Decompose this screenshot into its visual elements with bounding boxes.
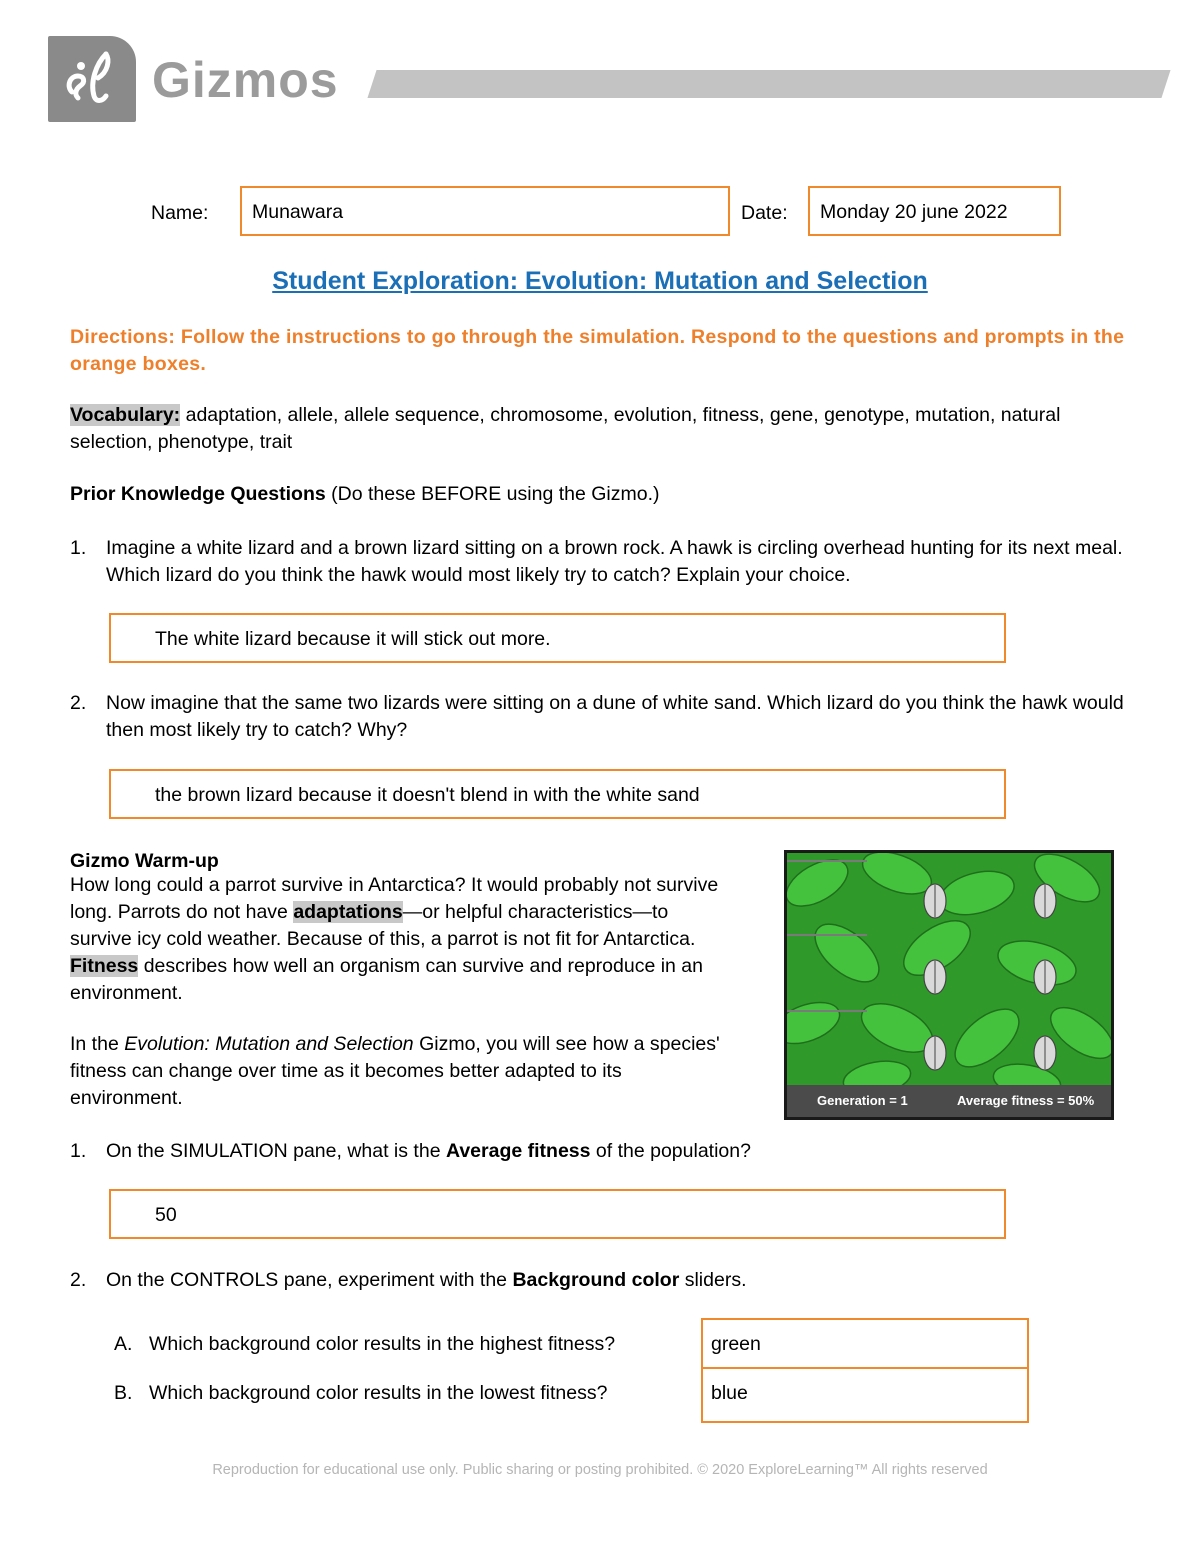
subquestion-letter: A. — [114, 1333, 133, 1355]
vocabulary-label: Vocabulary: — [70, 404, 181, 426]
answer-box-lowest-fitness[interactable]: blue — [701, 1367, 1029, 1423]
subquestion-text: Which background color results in the lowest fitness? — [149, 1382, 608, 1404]
prior-knowledge-heading — [70, 481, 1140, 508]
warmup-heading: Gizmo Warm-up — [70, 850, 219, 872]
date-field[interactable]: Monday 20 june 2022 — [808, 186, 1061, 236]
name-label: Name: — [151, 202, 209, 224]
directions-text: Directions: Follow the instructions to go through the simulation. Respond to the questions and prompts in the orange boxes. — [70, 326, 1125, 375]
page-title: Student Exploration: Evolution: Mutation and Selection — [272, 267, 928, 295]
question-text-bold: Background color — [512, 1269, 680, 1291]
question-number: 1. — [70, 537, 87, 559]
footer-copyright: Reproduction for educational use only. Public sharing or posting prohibited. © 2020 ExploreLearning™ All rights reserved — [212, 1462, 988, 1478]
question-text-part: of the population? — [590, 1140, 751, 1162]
warmup-text: How long could a parrot survive in Antarctica? It would probably not survive long. Parrots do not have — [70, 874, 719, 923]
answer-box[interactable]: the brown lizard because it doesn't blend in with the white sand — [109, 769, 1006, 819]
brand-name: Gizmos — [152, 52, 339, 108]
question-text — [106, 1267, 1146, 1294]
warmup-text: describes how well an organism can survive and reproduce in an environment. — [70, 955, 704, 1004]
prior-knowledge-note: (Do these BEFORE using the Gizmo.) — [325, 483, 660, 505]
date-label: Date: — [741, 202, 788, 224]
gizmo-name: Evolution: Mutation and Selection — [124, 1033, 414, 1055]
simulation-status-bar — [787, 1085, 1111, 1117]
vocabulary-terms: adaptation, allele, allele sequence, chromosome, evolution, fitness, gene, genotype, mutation, natural selection, phenotype, trait — [70, 404, 1061, 453]
question-text: Now imagine that the same two lizards were sitting on a dune of white sand. Which lizard do you think the hawk would then most likely try to catch? Why? — [106, 692, 1124, 741]
question-number: 2. — [70, 1269, 87, 1291]
question-text-part: On the SIMULATION pane, what is the — [106, 1140, 446, 1162]
generation-readout: Generation = 1 — [817, 1093, 908, 1108]
subquestion-letter: B. — [114, 1382, 133, 1404]
header-bar — [367, 70, 1170, 98]
warmup-paragraph-2 — [70, 1031, 735, 1112]
answer-box-highest-fitness[interactable]: green — [701, 1318, 1029, 1369]
vocabulary — [70, 402, 1140, 456]
leaf-background — [787, 853, 1111, 1085]
average-fitness-readout: Average fitness = 50% — [957, 1093, 1095, 1108]
warmup-text: Gizmo, you will see how a species' fitness can change over time as it becomes better adapted to its environment. — [70, 1033, 720, 1109]
answer-box[interactable]: The white lizard because it will stick out more. — [109, 613, 1006, 663]
question-text — [106, 1138, 1146, 1165]
warmup-paragraph-1 — [70, 872, 735, 1007]
answer-box[interactable]: 50 — [109, 1189, 1006, 1239]
subquestion-text: Which background color results in the highest fitness? — [149, 1333, 616, 1355]
warmup-text: —or helpful characteristics—to survive icy cold weather. Because of this, a parrot is not fit for Antarctica. — [70, 901, 696, 950]
term-adaptations: adaptations — [293, 901, 403, 923]
question-text-bold: Average fitness — [445, 1140, 591, 1162]
question-text-part: On the CONTROLS pane, experiment with the — [106, 1269, 513, 1291]
prior-knowledge-title: Prior Knowledge Questions — [70, 483, 326, 505]
question-number: 1. — [70, 1140, 87, 1162]
question-text: Imagine a white lizard and a brown lizard sitting on a brown rock. A hawk is circling overhead hunting for its next meal. Which lizard do you think the hawk would most likely try to catch? Explain your choice. — [106, 537, 1123, 586]
question-number: 2. — [70, 692, 87, 714]
name-field[interactable]: Munawara — [240, 186, 730, 236]
term-fitness: Fitness — [70, 955, 139, 977]
simulation-pane — [784, 850, 1114, 1120]
warmup-text: In the — [70, 1033, 125, 1055]
question-text-part: sliders. — [679, 1269, 747, 1291]
explorelearning-logo-icon — [48, 36, 136, 122]
